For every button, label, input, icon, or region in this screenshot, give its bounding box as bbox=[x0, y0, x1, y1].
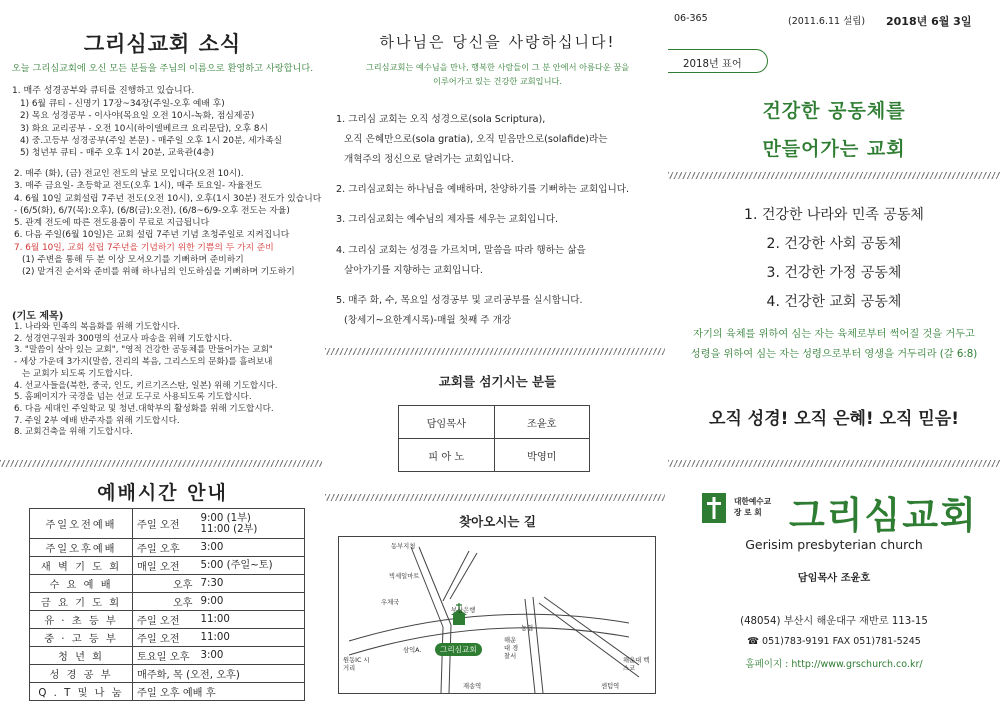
map-label: 농협 bbox=[521, 625, 534, 632]
list-item: 4. 6월 10일 교회설립 7주년 전도(오전 10시), 오후(1시 30분) 전도가 있습니다 bbox=[14, 193, 322, 204]
table-row bbox=[30, 557, 305, 575]
table-row bbox=[30, 611, 305, 629]
founded-date: (2011.6.11 설립) bbox=[788, 16, 866, 27]
table-row bbox=[399, 406, 590, 439]
list-item: (1) 주변을 통해 두 분 이상 모셔오기를 기뻐하며 준비하기 bbox=[22, 255, 244, 266]
creed-item: 2. 그리심교회는 하나님을 예배하며, 찬양하기를 기뻐하는 교회입니다. bbox=[336, 184, 630, 195]
map-label: 동부지청 bbox=[391, 543, 416, 550]
divider bbox=[668, 460, 1000, 467]
service-name: 중 · 고 등 부 bbox=[30, 629, 133, 647]
list-item: 3. 매주 금요일- 초등학교 전도(오후 1시), 매주 토요일- 자율전도 bbox=[14, 181, 262, 192]
list-item: 8. 교회건축을 위해 기도합시다. bbox=[14, 427, 133, 438]
service-time: 11:00 bbox=[197, 629, 305, 647]
creed-item: 1. 그리심 교회는 오직 성경으로(sola Scriptura), bbox=[336, 114, 546, 125]
list-item: 4) 중.고등부 성경공부(주일 본문) - 매주일 오후 1시 20분, 세가족실 bbox=[20, 135, 283, 146]
love-title: 하나님은 당신을 사랑하십니다! bbox=[379, 33, 616, 51]
denomination-line: 장 로 회 bbox=[734, 508, 762, 517]
news-column bbox=[0, 0, 325, 706]
welcome-text: 오늘 그리심교회에 오신 모든 분들을 주님의 이름으로 환영하고 사랑합니다. bbox=[11, 63, 314, 74]
creed-item: 살아가기를 지향하는 교회입니다. bbox=[344, 265, 483, 276]
worship-table bbox=[29, 508, 305, 701]
map-label: 재송역 bbox=[463, 683, 482, 690]
church-phone: ☎ 051)783-9191 FAX 051)781-5245 bbox=[747, 636, 921, 647]
map-label: 부산은행 bbox=[451, 607, 476, 614]
serve-title: 교회를 섬기시는 분들 bbox=[438, 374, 557, 389]
goal-item: 1. 건강한 나라와 민족 공동체 bbox=[744, 207, 924, 223]
vision-column bbox=[330, 0, 665, 706]
table-row bbox=[30, 665, 305, 683]
motto-line: 만들어가는 교회 bbox=[762, 138, 906, 160]
list-item: 6. 다음 세대인 주일학교 및 청년.대학부의 활성화를 위해 기도합시다. bbox=[14, 403, 274, 414]
list-item: 1) 6월 큐티 - 신명기 17장~34장(주일-오후 예배 후) bbox=[20, 99, 225, 109]
service-name: 수 요 예 배 bbox=[30, 575, 133, 593]
service-day: 주일 오전 bbox=[133, 509, 197, 539]
church-english-name: Gerisim presbyterian church bbox=[745, 537, 923, 552]
service-time: 7:30 bbox=[197, 575, 305, 593]
map-label: 원동IC 시거리 bbox=[343, 657, 370, 672]
table-row bbox=[30, 539, 305, 557]
sola-slogan: 오직 성경! 오직 은혜! 오직 믿음! bbox=[709, 409, 959, 429]
divider bbox=[325, 494, 665, 501]
list-item: 2. 매주 (화), (금) 전교인 전도의 날로 모입니다(오전 10시). bbox=[14, 169, 244, 179]
creed-item: 5. 매주 화, 수, 목요일 성경공부 및 교리공부를 실시합니다. bbox=[336, 295, 583, 306]
church-homepage-link[interactable]: 홈페이지 : http://www.grschurch.co.kr/ bbox=[745, 659, 923, 670]
bulletin-date: 2018년 6월 3일 bbox=[886, 15, 972, 28]
cover-column bbox=[668, 0, 1000, 706]
goal-item: 4. 건강한 교회 공동체 bbox=[766, 294, 902, 310]
goal-item: 3. 건강한 가정 공동체 bbox=[766, 265, 902, 281]
service-time bbox=[197, 509, 305, 539]
verse-line: 자기의 육체를 위하여 심는 자는 육체로부터 썩어질 것을 거두고 bbox=[693, 329, 975, 340]
service-name: 금 요 기 도 회 bbox=[30, 593, 133, 611]
creed-item: 4. 그리심 교회는 성경을 가르치며, 말씀을 따라 행하는 삶을 bbox=[336, 245, 586, 256]
map-roads bbox=[339, 537, 655, 693]
church-address: (48054) 부산시 해운대구 재반로 113-15 bbox=[740, 616, 928, 627]
table-row bbox=[399, 439, 590, 472]
love-subtitle-line: 이루어가고 있는 건강한 교회입니다. bbox=[432, 76, 563, 86]
service-day: 주일 오전 bbox=[133, 629, 197, 647]
service-day: 주일 오전 bbox=[133, 611, 197, 629]
staff-name: 조윤호 bbox=[494, 406, 590, 439]
map-label: 우체국 bbox=[381, 599, 400, 606]
creed-item: 오직 은혜만으로(sola gratia), 오직 믿음만으로(solafide)라는 bbox=[344, 134, 608, 145]
love-subtitle bbox=[330, 60, 665, 88]
table-row bbox=[30, 509, 305, 539]
creed-item: 3. 그리심교회는 예수님의 제자를 세우는 교회입니다. bbox=[336, 214, 559, 225]
cross-icon bbox=[702, 493, 726, 523]
denomination bbox=[734, 496, 784, 518]
news-intro: 1. 매주 성경공부와 큐티를 진행하고 있습니다. bbox=[12, 86, 195, 96]
table-row bbox=[30, 629, 305, 647]
service-name: Q . T 및 나 눔 bbox=[30, 683, 133, 701]
list-item: - (6/5(화), 6/7(목):오후), (6/8(금):오전), (6/8~6/9-오후 전도는 자율) bbox=[14, 205, 290, 216]
list-item: 7. 주일 2부 예배 반주자를 위해 기도합시다. bbox=[14, 415, 180, 426]
creed-list bbox=[336, 291, 661, 331]
service-name: 청 년 회 bbox=[30, 647, 133, 665]
church-logo-icon bbox=[702, 493, 726, 523]
map-label: 해운대 경찰서 bbox=[504, 637, 519, 660]
map-label: 해운대 벡스코 bbox=[623, 657, 650, 672]
denomination-line: 대한예수교 bbox=[734, 497, 772, 506]
list-item: 는 교회가 되도록 기도합시다. bbox=[22, 368, 133, 379]
love-subtitle-line: 그리심교회는 예수님을 만나, 행복한 사람들이 그 분 안에서 아름다운 꿈을 bbox=[365, 62, 630, 72]
list-item: 3. "말씀이 살아 있는 교회", "영적 건강한 공동체를 만들어가는 교회" bbox=[14, 345, 273, 356]
map-label: 센텀역 bbox=[601, 683, 620, 690]
service-day: 오후 bbox=[133, 575, 197, 593]
table-row bbox=[30, 647, 305, 665]
staff-name: 박영미 bbox=[494, 439, 590, 472]
list-item: 6. 다음 주일(6월 10일)은 교회 설립 7주년 기념 초청주일로 지켜집니다 bbox=[14, 230, 290, 241]
map-title: 찾아오시는 길 bbox=[459, 514, 536, 529]
creed-item: 개혁주의 정신으로 달려가는 교회입니다. bbox=[344, 154, 514, 165]
service-day: 주일 오후 bbox=[133, 539, 197, 557]
goal-item: 2. 건강한 사회 공동체 bbox=[766, 236, 902, 252]
service-name: 유 · 초 등 부 bbox=[30, 611, 133, 629]
list-item: 4. 선교사들을(북한, 중국, 인도, 키르기즈스탄, 일본) 위해 기도합시다. bbox=[14, 380, 278, 391]
list-item: 5. 홈페이지가 국경을 넘는 선교 도구로 사용되도록 기도합시다. bbox=[14, 392, 252, 403]
church-name: 그리심교회 bbox=[789, 494, 978, 537]
table-row bbox=[30, 593, 305, 611]
service-day: 매주화, 목 (오전, 오후) bbox=[133, 665, 305, 683]
study-list bbox=[20, 98, 330, 159]
table-row bbox=[30, 575, 305, 593]
list-item: - 세상 가운데 3가지(말씀, 진리의 복음, 그리스도의 문화)를 흘려보내 bbox=[14, 357, 273, 368]
year-motto bbox=[668, 92, 1000, 168]
church-chip: 그리심교회 bbox=[435, 643, 482, 656]
bulletin-code: 06-365 bbox=[674, 13, 708, 24]
anniversary-notice: 7. 6월 10일, 교회 설립 7주년을 기념하기 위한 기쁨의 두 가지 준비 bbox=[14, 242, 274, 253]
bible-verse bbox=[668, 325, 1000, 365]
service-time: 9:00 bbox=[197, 593, 305, 611]
staff-table bbox=[398, 405, 590, 472]
service-name: 주일오후예배 bbox=[30, 539, 133, 557]
notice-list bbox=[14, 168, 324, 279]
divider bbox=[668, 172, 1000, 179]
service-time: 5:00 (주일~토) bbox=[197, 557, 305, 575]
service-time: 3:00 bbox=[197, 647, 305, 665]
service-name: 성 경 공 부 bbox=[30, 665, 133, 683]
list-item: (2) 맡겨진 순서와 준비를 위해 하나님의 인도하심을 기뻐하며 기도하기 bbox=[22, 267, 295, 278]
creed-item: (창세기~요한계시록)-매월 첫째 주 개강 bbox=[344, 315, 512, 326]
staff-role: 담임목사 bbox=[399, 406, 495, 439]
service-day: 매일 오전 bbox=[133, 557, 197, 575]
worship-title: 예배시간 안내 bbox=[97, 482, 228, 504]
year-motto-tab: 2018년 표어 bbox=[668, 49, 768, 73]
list-item: 2) 목요 성경공부 - 이사야(목요일 오전 10시-녹화, 점심제공) bbox=[20, 111, 255, 122]
service-day: 주일 오후 예배 후 bbox=[133, 683, 305, 701]
pastor-name: 담임목사 조윤호 bbox=[797, 573, 871, 584]
map-label: 빅세일마트 bbox=[389, 573, 420, 580]
motto-line: 건강한 공동체를 bbox=[762, 100, 906, 122]
service-time: 11:00 bbox=[197, 611, 305, 629]
goal-list bbox=[668, 201, 1000, 317]
list-item: 5) 청년부 큐티 - 매주 오후 1시 20분, 교육관(4층) bbox=[20, 148, 215, 159]
divider bbox=[0, 460, 322, 467]
service-day: 오후 bbox=[133, 593, 197, 611]
news-title: 그리심교회 소식 bbox=[83, 32, 242, 56]
list-item: 2. 성경연구원과 300명의 선교사 파송을 위해 기도합시다. bbox=[14, 333, 233, 344]
location-map bbox=[338, 536, 656, 694]
list-item: 5. 관계 전도에 따른 전도용품이 무료로 지급됩니다 bbox=[14, 218, 210, 229]
divider bbox=[325, 348, 665, 355]
service-time-2: 11:00 (2부) bbox=[200, 523, 258, 535]
service-time-1: 9:00 (1부) bbox=[200, 512, 251, 524]
prayer-list bbox=[14, 322, 278, 439]
service-time: 3:00 bbox=[197, 539, 305, 557]
prayer-title: (기도 제목) bbox=[12, 311, 64, 322]
creed-list bbox=[336, 110, 661, 170]
list-item: 1. 나라와 민족의 복음화를 위해 기도합시다. bbox=[14, 322, 180, 332]
staff-role: 피 아 노 bbox=[399, 439, 495, 472]
list-item: 3) 화요 교리공부 - 오전 10시(하이델베르크 요리문답), 오후 8시 bbox=[20, 123, 268, 134]
service-name: 새 벽 기 도 회 bbox=[30, 557, 133, 575]
creed-list bbox=[336, 241, 661, 281]
verse-line: 성령을 위하여 심는 자는 성령으로부터 영생을 거두리라 (갈 6:8) bbox=[690, 349, 978, 360]
table-row bbox=[30, 683, 305, 701]
service-name: 주일오전예배 bbox=[30, 509, 133, 539]
service-day: 토요일 오후 bbox=[133, 647, 197, 665]
map-label: 삼익A. bbox=[403, 647, 422, 654]
